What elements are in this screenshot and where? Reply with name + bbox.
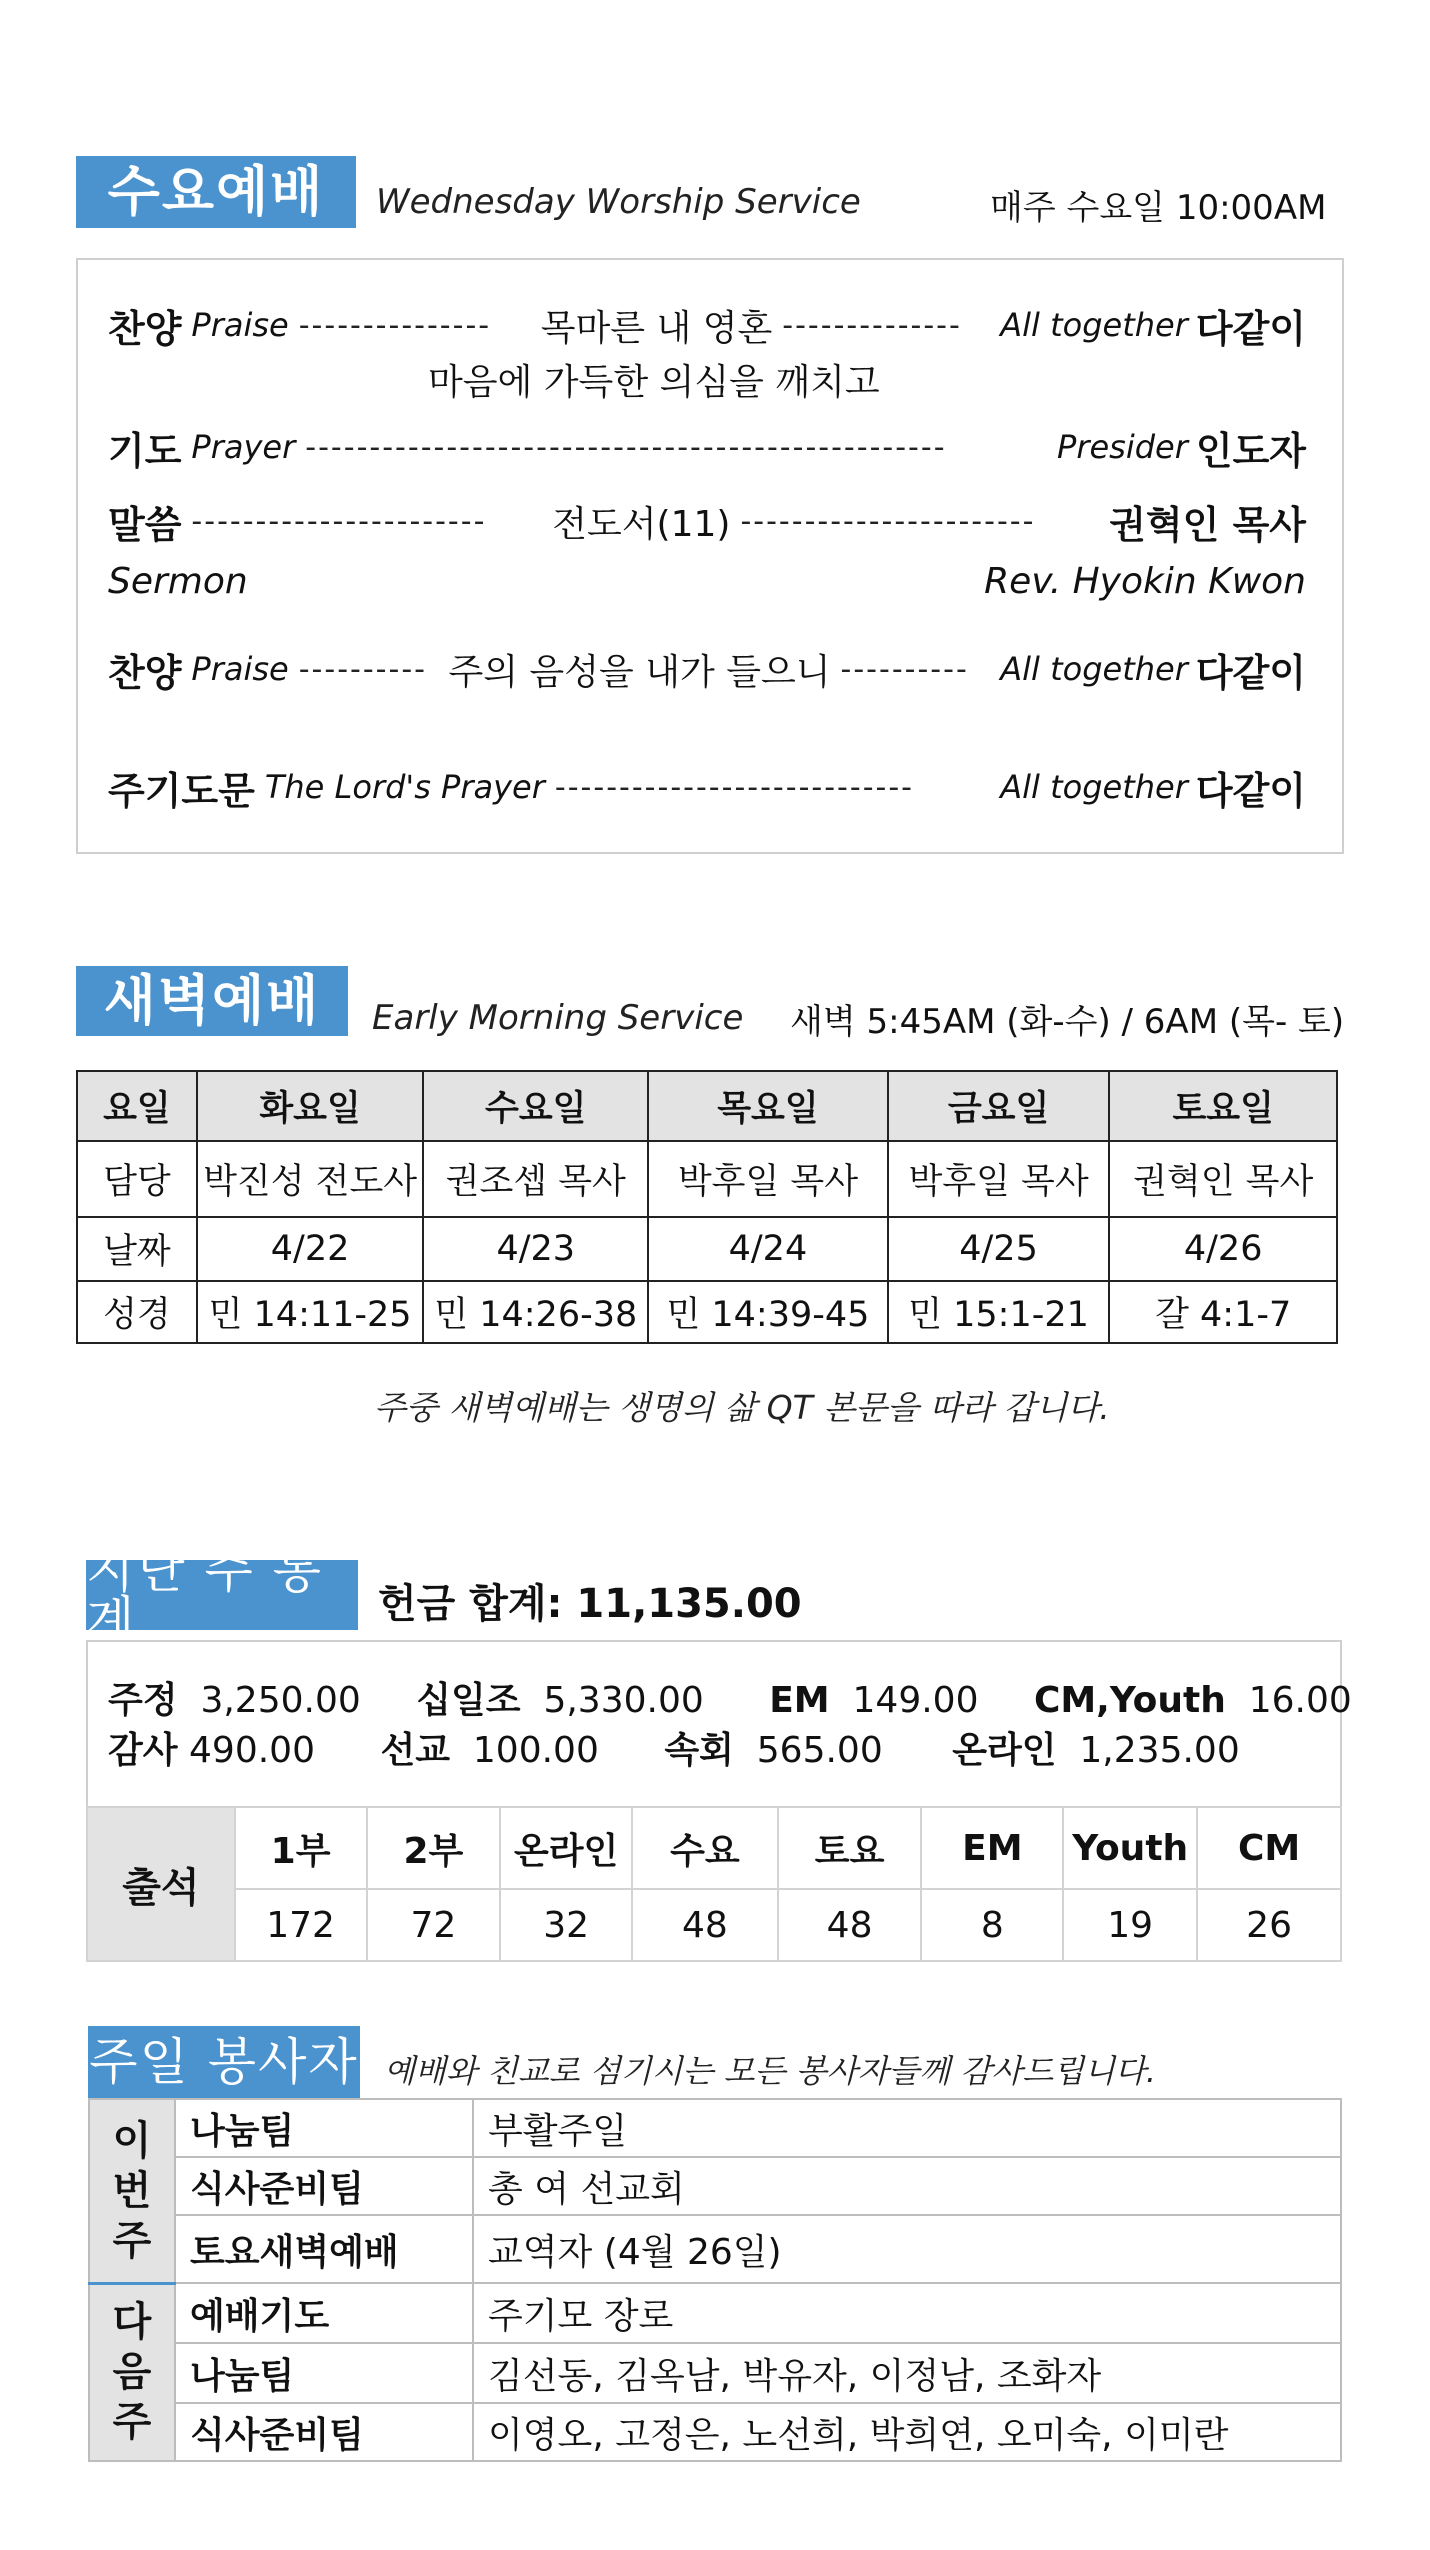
table-cell: 민 15:1-21 xyxy=(888,1281,1110,1343)
hymn-title: 목마른 내 영혼 xyxy=(540,307,773,349)
order-en: Praise xyxy=(191,306,289,344)
offering-value: 3,250.00 xyxy=(200,1680,361,1721)
next-week-label xyxy=(89,2283,175,2461)
offering-key: 십일조 xyxy=(416,1680,521,1721)
wednesday-service-tag: 수요예배 xyxy=(76,156,356,228)
order-leader-kr: 다같이 xyxy=(1195,306,1306,351)
morning-service-english: Early Morning Service xyxy=(372,998,744,1038)
volunteer-role: 나눔팀 xyxy=(175,2099,473,2157)
offering-value: 490.00 xyxy=(189,1730,315,1771)
dash-leader: ----------------------- xyxy=(191,503,487,539)
table-cell: 권혁인 목사 xyxy=(1109,1141,1337,1217)
order-row-praise-2 xyxy=(108,644,1306,694)
volunteer-row xyxy=(89,2343,1341,2403)
volunteer-names: 이영오, 고정은, 노선희, 박희연, 오미숙, 이미란 xyxy=(473,2403,1341,2461)
order-leader-kr: 다같이 xyxy=(1195,768,1306,813)
hymn-title: 주의 음성을 내가 들으니 xyxy=(448,651,831,693)
volunteer-role: 예배기도 xyxy=(175,2283,473,2343)
dash-leader: -------------------------------------------------- xyxy=(305,429,947,465)
order-row-praise-1 xyxy=(108,300,1306,350)
volunteer-names: 김선동, 김옥남, 박유자, 이정남, 조화자 xyxy=(473,2343,1341,2403)
label-char: 음 xyxy=(112,2349,152,2396)
volunteer-row xyxy=(89,2215,1341,2283)
this-week-label xyxy=(89,2099,175,2283)
morning-service-tag: 새벽예배 xyxy=(76,966,348,1036)
order-leader-en: All together xyxy=(1000,306,1188,344)
offering-key: 감사 xyxy=(108,1730,178,1771)
table-cell: 4/23 xyxy=(423,1217,648,1281)
order-row-sermon-en xyxy=(108,556,1306,606)
table-cell: 4/25 xyxy=(888,1217,1110,1281)
table-cell: 4/26 xyxy=(1109,1217,1337,1281)
offering-key: 선교 xyxy=(380,1730,450,1771)
attendance-header: 2부 xyxy=(367,1807,501,1889)
attendance-header: EM xyxy=(921,1807,1063,1889)
table-header-row xyxy=(77,1071,1337,1141)
order-leader-kr: 다같이 xyxy=(1195,650,1306,695)
attendance-value: 32 xyxy=(500,1889,632,1961)
header-cell: 요일 xyxy=(77,1071,197,1141)
volunteer-role: 나눔팀 xyxy=(175,2343,473,2403)
label-char: 주 xyxy=(112,2399,152,2446)
volunteer-names: 교역자 (4월 26일) xyxy=(473,2215,1341,2283)
offering-key: CM,Youth xyxy=(1033,1680,1226,1721)
attendance-header-row xyxy=(87,1807,1341,1889)
dash-leader: ---------- xyxy=(298,651,427,687)
label-char: 주 xyxy=(112,2217,152,2264)
attendance-value: 26 xyxy=(1197,1889,1341,1961)
wednesday-service-english: Wednesday Worship Service xyxy=(376,182,861,222)
offering-value: 149.00 xyxy=(852,1680,979,1721)
table-cell: 권조셉 목사 xyxy=(423,1141,648,1217)
row-label: 성경 xyxy=(77,1281,197,1343)
dash-leader: -------------- xyxy=(782,307,962,343)
attendance-value: 48 xyxy=(632,1889,778,1961)
attendance-header: Youth xyxy=(1063,1807,1197,1889)
attendance-value: 48 xyxy=(778,1889,922,1961)
table-cell: 4/22 xyxy=(197,1217,424,1281)
label-char: 다 xyxy=(112,2299,152,2346)
offering-value: 16.00 xyxy=(1248,1680,1352,1721)
table-cell: 박진성 전도사 xyxy=(197,1141,424,1217)
volunteer-role: 토요새벽예배 xyxy=(175,2215,473,2283)
offering-total: 헌금 합계: 11,135.00 xyxy=(378,1581,802,1627)
volunteers-table xyxy=(88,2098,1342,2462)
offering-box xyxy=(86,1640,1352,1808)
header-cell: 토요일 xyxy=(1109,1071,1337,1141)
order-row-praise-1-line2 xyxy=(108,354,1306,404)
order-kr: 찬양 xyxy=(108,650,182,695)
header-cell: 금요일 xyxy=(888,1071,1110,1141)
wednesday-schedule: 매주 수요일 10:00AM xyxy=(990,188,1327,228)
preacher-en: Rev. Hyokin Kwon xyxy=(984,560,1306,602)
table-cell: 갈 4:1-7 xyxy=(1109,1281,1337,1343)
attendance-header: 수요 xyxy=(632,1807,778,1889)
offering-key: 주정 xyxy=(108,1680,178,1721)
label-char: 번 xyxy=(112,2167,152,2214)
dash-leader: ----------------------- xyxy=(740,503,1036,539)
table-row xyxy=(77,1141,1337,1217)
offering-value: 100.00 xyxy=(472,1730,599,1771)
order-row-prayer xyxy=(108,422,1306,472)
order-en: Prayer xyxy=(191,428,296,466)
table-cell: 4/24 xyxy=(648,1217,888,1281)
attendance-value: 19 xyxy=(1063,1889,1197,1961)
order-kr: 기도 xyxy=(108,428,182,473)
order-leader-kr: 인도자 xyxy=(1195,428,1306,473)
order-kr: 말씀 xyxy=(108,502,182,547)
dash-leader: ---------- xyxy=(840,651,969,687)
order-leader-en: All together xyxy=(1000,650,1188,688)
attendance-value: 172 xyxy=(235,1889,367,1961)
row-label: 담당 xyxy=(77,1141,197,1217)
attendance-label: 출석 xyxy=(87,1807,235,1961)
order-row-lords-prayer xyxy=(108,762,1306,812)
order-en: Praise xyxy=(191,650,289,688)
order-kr: 주기도문 xyxy=(108,768,255,813)
volunteer-row xyxy=(89,2099,1341,2157)
volunteer-row xyxy=(89,2157,1341,2215)
order-leader-en: Presider xyxy=(1057,428,1188,466)
sermon-scripture: 전도서(11) xyxy=(552,503,731,545)
offering-value: 5,330.00 xyxy=(543,1680,704,1721)
hymn-title-line2: 마음에 가득한 의심을 깨치고 xyxy=(428,361,880,403)
volunteer-names: 부활주일 xyxy=(473,2099,1341,2157)
morning-schedule: 새벽 5:45AM (화-수) / 6AM (목- 토) xyxy=(790,1002,1345,1042)
volunteers-note: 예배와 친교로 섬기시는 모든 봉사자들께 감사드립니다. xyxy=(384,2052,1157,2090)
table-cell: 민 14:11-25 xyxy=(197,1281,424,1343)
row-label: 날짜 xyxy=(77,1217,197,1281)
table-row xyxy=(77,1281,1337,1343)
table-cell: 박후일 목사 xyxy=(648,1141,888,1217)
attendance-value: 8 xyxy=(921,1889,1063,1961)
stats-tag: 지난 주 통계 xyxy=(86,1560,358,1630)
offering-line-2 xyxy=(108,1722,1240,1773)
attendance-value: 72 xyxy=(367,1889,501,1961)
order-kr: 찬양 xyxy=(108,306,182,351)
offering-key: 온라인 xyxy=(952,1730,1057,1771)
offering-value: 565.00 xyxy=(756,1730,883,1771)
volunteer-names: 총 여 선교회 xyxy=(473,2157,1341,2215)
table-cell: 민 14:39-45 xyxy=(648,1281,888,1343)
table-cell: 박후일 목사 xyxy=(888,1141,1110,1217)
attendance-header: 1부 xyxy=(235,1807,367,1889)
order-en: The Lord's Prayer xyxy=(264,768,545,806)
attendance-header: CM xyxy=(1197,1807,1341,1889)
attendance-values-row xyxy=(87,1889,1341,1961)
header-cell: 화요일 xyxy=(197,1071,424,1141)
table-row xyxy=(77,1217,1337,1281)
volunteer-names: 주기모 장로 xyxy=(473,2283,1341,2343)
volunteer-role: 식사준비팀 xyxy=(175,2157,473,2215)
order-row-sermon xyxy=(108,496,1306,546)
volunteer-row xyxy=(89,2283,1341,2343)
offering-value: 1,235.00 xyxy=(1079,1730,1240,1771)
volunteers-tag: 주일 봉사자 xyxy=(88,2026,360,2098)
morning-note: 주중 새벽예배는 생명의 삶 QT 본문을 따라 갑니다. xyxy=(374,1388,1110,1427)
volunteer-role: 식사준비팀 xyxy=(175,2403,473,2461)
label-char: 이 xyxy=(112,2117,152,2164)
offering-key: EM xyxy=(769,1680,830,1721)
table-cell: 민 14:26-38 xyxy=(423,1281,648,1343)
volunteer-row xyxy=(89,2403,1341,2461)
offering-line-1 xyxy=(108,1672,1352,1723)
preacher-kr: 권혁인 목사 xyxy=(1109,502,1306,547)
attendance-table xyxy=(86,1806,1342,1962)
sermon-en: Sermon xyxy=(108,560,248,602)
order-leader-en: All together xyxy=(1000,768,1188,806)
offering-key: 속회 xyxy=(664,1730,734,1771)
header-cell: 수요일 xyxy=(423,1071,648,1141)
attendance-header: 온라인 xyxy=(500,1807,632,1889)
dash-leader: ---------------------------- xyxy=(554,769,914,805)
header-cell: 목요일 xyxy=(648,1071,888,1141)
dash-leader: --------------- xyxy=(298,307,492,343)
morning-schedule-table xyxy=(76,1070,1338,1344)
attendance-header: 토요 xyxy=(778,1807,922,1889)
wednesday-order-box xyxy=(76,258,1344,854)
